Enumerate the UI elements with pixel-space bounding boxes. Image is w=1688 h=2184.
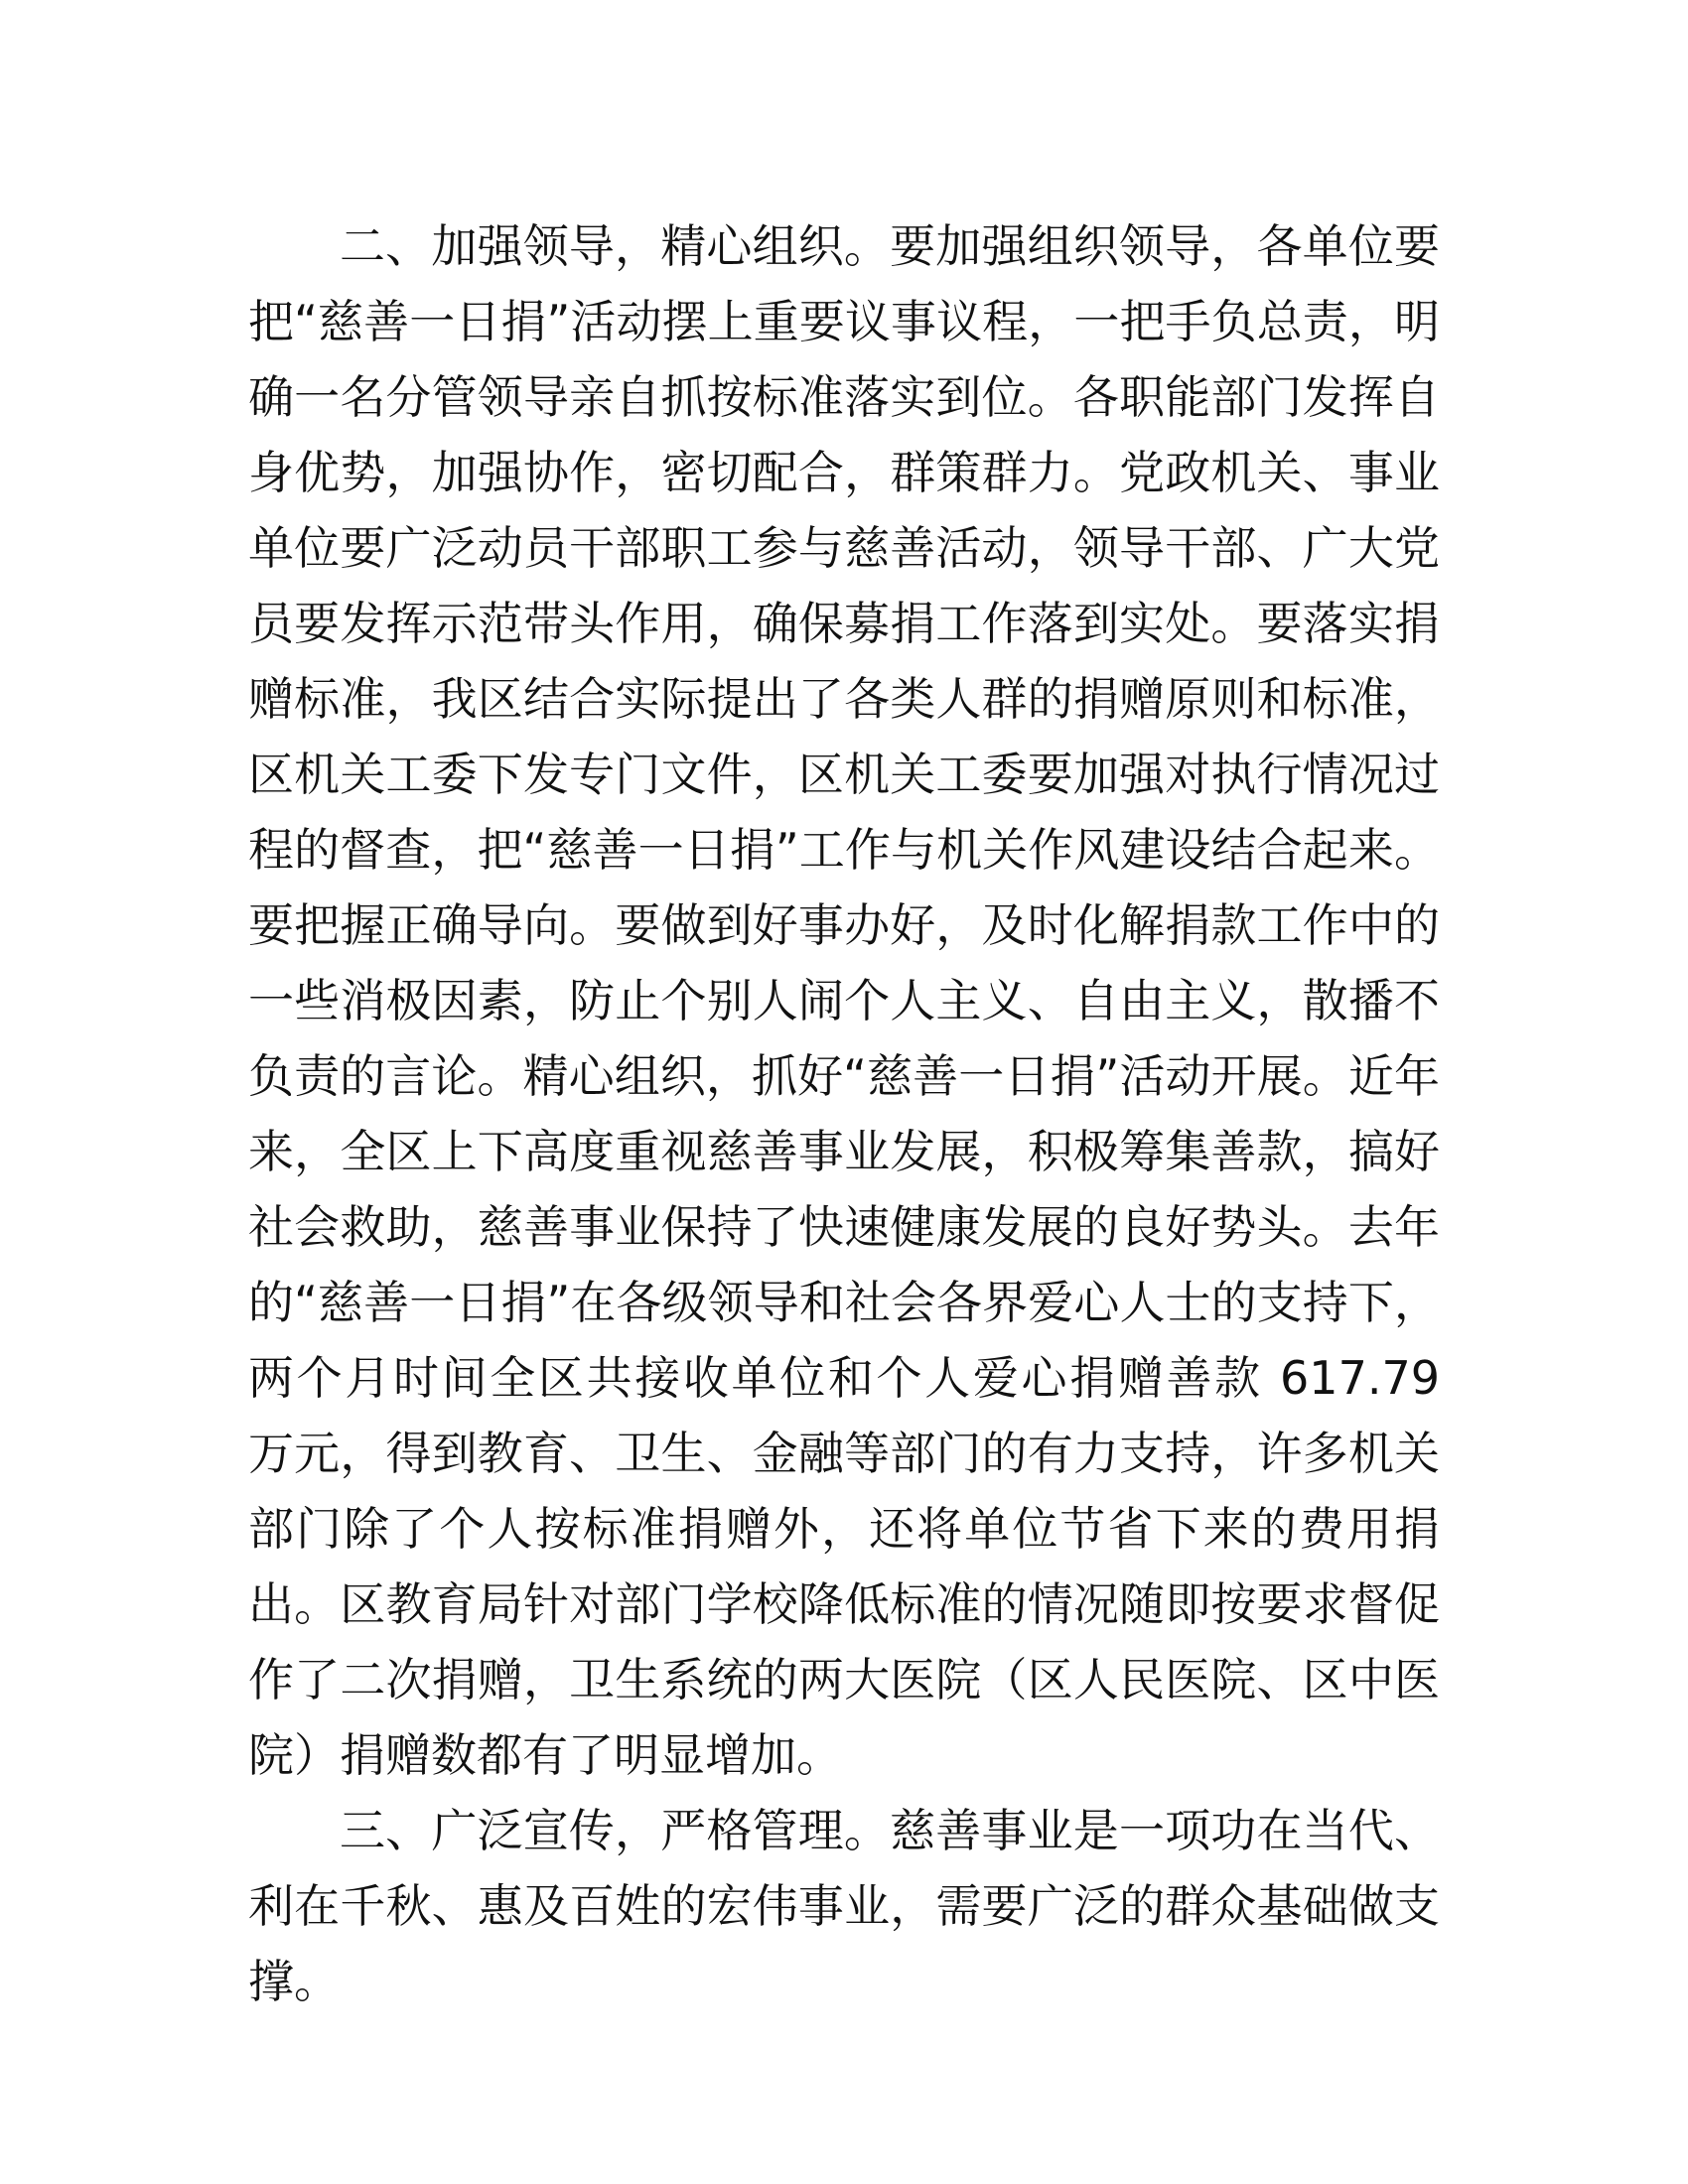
paragraph-section-two: 二、加强领导，精心组织。要加强组织领导，各单位要把“慈善一日捐”活动摆上重要议事议程，一把手负总责，明确一名分管领导亲自抓按标准落实到位。各职能部门发挥自身优势，加强协作，密切配合，群策群力。党政机关、事业单位要广泛动员干部职工参与慈善活动，领导干部、广大党员要发挥示范带头作用，确保募捐工作落到实处。要落实捐赠标准，我区结合实际提出了各类人群的捐赠原则和标准，区机关工委下发专门文件，区机关工委要加强对执行情况过程的督查，把“慈善一日捐”工作与机关作风建设结合起来。要把握正确导向。要做到好事办好，及时化解捐款工作中的一些消极因素，防止个别人闹个人主义、自由主义，散播不负责的言论。精心组织，抓好“慈善一日捐”活动开展。近年来，全区上下高度重视慈善事业发展，积极筹集善款，搞好社会救助，慈善事业保持了快速健康发展的良好势头。去年的“慈善一日捐”在各级领导和社会各界爱心人士的支持下，两个月时间全区共接收单位和个人爱心捐赠善款 617.79 万元，得到教育、卫生、金融等部门的有力支持，许多机关部门除了个人按标准捐赠外，还将单位节省下来的费用捐出。区教育局针对部门学校降低标准的情况随即按要求督促作了二次捐赠，卫生系统的两大医院（区人民医院、区中医院）捐赠数都有了明显增加。 xyxy=(248,219,1440,1782)
document-body xyxy=(248,208,1440,2019)
paragraph-section-three: 三、广泛宣传，严格管理。慈善事业是一项功在当代、利在千秋、惠及百姓的宏伟事业，需要广泛的群众基础做支撑。 xyxy=(248,1804,1440,2008)
